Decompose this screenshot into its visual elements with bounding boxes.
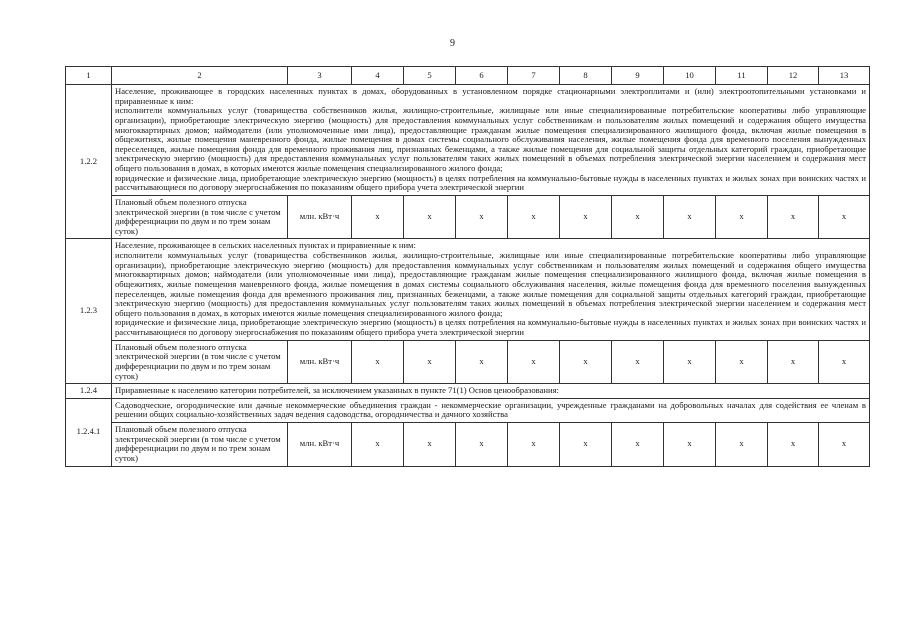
value-cell: x — [716, 340, 768, 384]
column-number: 9 — [612, 67, 664, 85]
column-number: 11 — [716, 67, 768, 85]
value-cell: x — [508, 340, 560, 384]
column-number: 12 — [768, 67, 819, 85]
value-cell: x — [560, 423, 612, 467]
row-label: Плановый объем полезного отпуска электрической энергии (в том числе с учетом дифференциации по двум и по трем зонам суток) — [112, 423, 288, 467]
column-number: 7 — [508, 67, 560, 85]
section-code: 1.2.4.1 — [66, 398, 112, 466]
value-cell: x — [560, 340, 612, 384]
value-cell: x — [819, 195, 870, 239]
value-cell: x — [768, 195, 819, 239]
unit-cell: млн. кВт·ч — [288, 195, 352, 239]
section-paragraph: Население, проживающее в городских населенных пунктах в домах, оборудованных в установленном порядке стационарными электроплитами и (или) электроотопительными установками и приравненные к ним: — [115, 86, 866, 106]
section-description — [112, 85, 870, 196]
value-cell: x — [664, 195, 716, 239]
section-code: 1.2.4 — [66, 384, 112, 399]
value-cell: x — [612, 423, 664, 467]
value-cell: x — [456, 423, 508, 467]
value-cell: x — [612, 195, 664, 239]
column-number: 4 — [352, 67, 404, 85]
row-label: Плановый объем полезного отпуска электрической энергии (в том числе с учетом дифференциации по двум и по трем зонам суток) — [112, 340, 288, 384]
data-row — [66, 195, 870, 239]
column-number-row — [66, 67, 870, 85]
column-number: 13 — [819, 67, 870, 85]
column-number: 10 — [664, 67, 716, 85]
value-cell: x — [508, 195, 560, 239]
value-cell: x — [404, 340, 456, 384]
section-paragraph: исполнители коммунальных услуг (товарищества собственников жилья, жилищно-строительные, жилищные или иные специализированные потребительские кооперативы либо управляющие организации), приобретающие электрическую энергию (мощность) для предоставления коммунальных услуг собственникам и пользователям жилых помещений и содержания общего имущества многоквартирных домов; наймодатели (или уполномоченные ими лица), предоставляющие гражданам жилые помещения специализированного жилищного фонда, включая жилые помещения в общежитиях, жилые помещения маневренного фонда, жилые помещения в домах системы социального обслуживания населения, жилые помещения фонда для временного поселения вынужденных переселенцев, жилые помещения фонда для временного проживания лиц, признанных беженцами, а также жилые помещения для социальной защиты отдельных категорий граждан, приобретающие электрическую энергию (мощность) для предоставления коммунальных услуг пользователям таких жилых помещений в объемах потребления электрической энергии населением и содержания мест общего пользования в домах, в которых имеются жилые помещения специализированного жилого фонда; — [115, 105, 866, 173]
section-description-row — [66, 398, 870, 422]
section-description-row — [66, 85, 870, 196]
value-cell: x — [560, 195, 612, 239]
value-cell: x — [768, 340, 819, 384]
value-cell: x — [664, 423, 716, 467]
value-cell: x — [716, 195, 768, 239]
value-cell: x — [819, 340, 870, 384]
page-number: 9 — [450, 38, 455, 49]
value-cell: x — [819, 423, 870, 467]
column-number: 3 — [288, 67, 352, 85]
value-cell: x — [664, 340, 716, 384]
section-paragraph: исполнители коммунальных услуг (товарищества собственников жилья, жилищно-строительные, жилищные или иные специализированные потребительские кооперативы либо управляющие организации), приобретающие электрическую энергию (мощность) для предоставления коммунальных услуг собственникам и пользователям жилых помещений и содержания общего имущества многоквартирных домов; наймодатели (или уполномоченные ими лица), предоставляющие гражданам жилые помещения специализированного жилищного фонда, включая жилые помещения в общежитиях, жилые помещения маневренного фонда, жилые помещения в домах системы социального обслуживания населения, жилые помещения фонда для временного поселения вынужденных переселенцев, жилые помещения фонда для временного проживания лиц, признанных беженцами, а также жилые помещения для социальной защиты отдельных категорий граждан, приобретающие электрическую энергию (мощность) для предоставления коммунальных услуг пользователям таких жилых помещений в объемах потребления электрической энергии населением и содержания мест общего пользования в домах, в которых имеются жилые помещения специализированного жилого фонда; — [115, 250, 866, 318]
section-paragraph: юридические и физические лица, приобретающие электрическую энергию (мощность) в целях потребления на коммунально-бытовые нужды в населенных пунктах и жилых зонах при воинских частях и рассчитывающиеся по договору энергоснабжения по показаниям общего прибора учета электрической энергии — [115, 317, 866, 337]
section-description-row — [66, 239, 870, 340]
tariff-table — [65, 66, 870, 467]
value-cell: x — [456, 195, 508, 239]
value-cell: x — [456, 340, 508, 384]
value-cell: x — [352, 423, 404, 467]
section-description: Садоводческие, огороднические или дачные некоммерческие объединения граждан - некоммерческие организации, учрежденные гражданами на добровольных началах для содействия ее членам в решении общих социально-хозяйственных задач ведения садоводства, огородничества и дачного хозяйства — [112, 398, 870, 422]
section-code: 1.2.2 — [66, 85, 112, 239]
value-cell: x — [352, 195, 404, 239]
column-number: 5 — [404, 67, 456, 85]
value-cell: x — [716, 423, 768, 467]
data-row — [66, 340, 870, 384]
section-description — [112, 239, 870, 340]
value-cell: x — [352, 340, 404, 384]
section-code: 1.2.3 — [66, 239, 112, 384]
unit-cell: млн. кВт·ч — [288, 340, 352, 384]
column-number: 8 — [560, 67, 612, 85]
value-cell: x — [508, 423, 560, 467]
value-cell: x — [404, 423, 456, 467]
column-number: 6 — [456, 67, 508, 85]
unit-cell: млн. кВт·ч — [288, 423, 352, 467]
value-cell: x — [404, 195, 456, 239]
value-cell: x — [612, 340, 664, 384]
section-description: Приравненные к населению категории потребителей, за исключением указанных в пункте 71(1) Основ ценообразования: — [112, 384, 870, 399]
data-row — [66, 423, 870, 467]
column-number: 2 — [112, 67, 288, 85]
value-cell: x — [768, 423, 819, 467]
section-paragraph: юридические и физические лица, приобретающие электрическую энергию (мощность) в целях потребления на коммунально-бытовые нужды в населенных пунктах и жилых зонах при воинских частях и рассчитывающиеся по договору энергоснабжения по показаниям общего прибора учета электрической энергии — [115, 172, 866, 193]
section-row — [66, 384, 870, 399]
section-paragraph: Население, проживающее в сельских населенных пунктах и приравненные к ним: — [115, 240, 416, 251]
column-number: 1 — [66, 67, 112, 85]
row-label: Плановый объем полезного отпуска электрической энергии (в том числе с учетом дифференциации по двум и по трем зонам суток) — [112, 195, 288, 239]
